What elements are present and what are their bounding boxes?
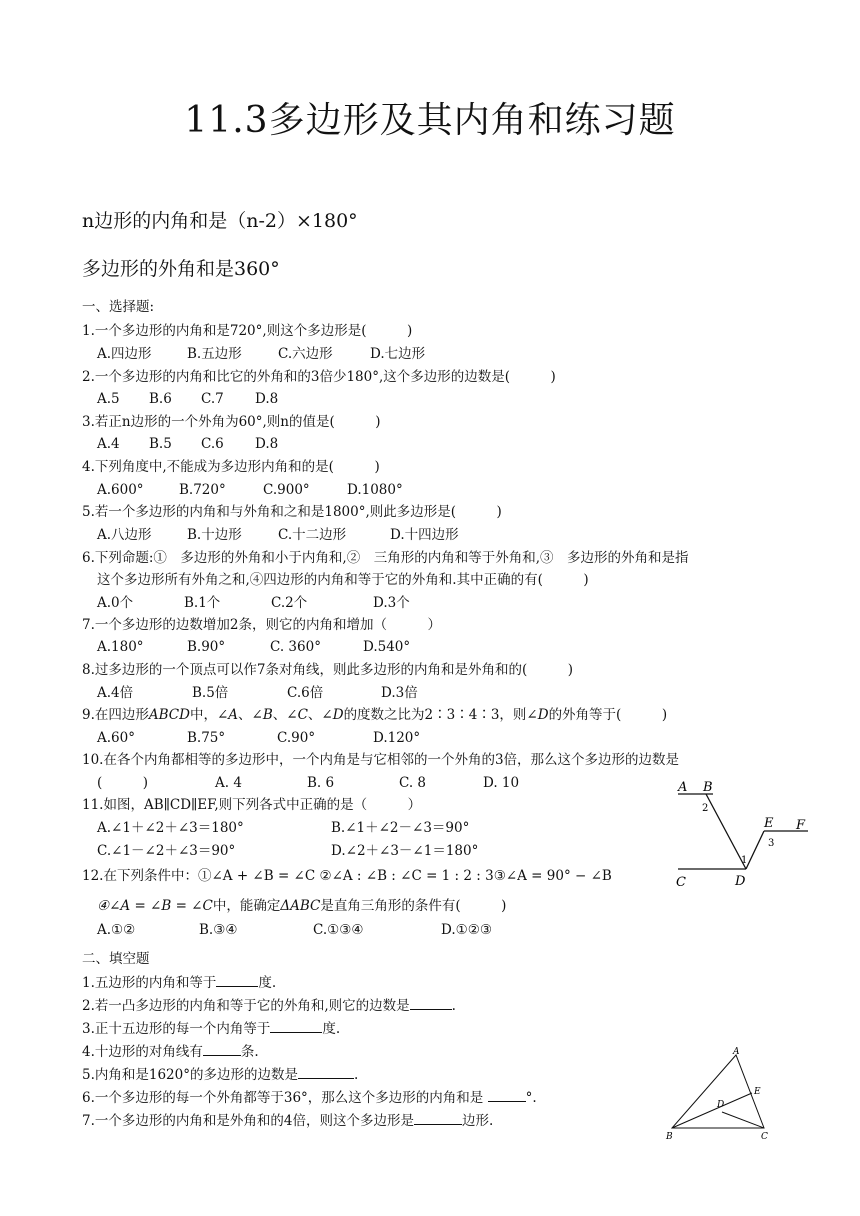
fill-question-3	[82, 1019, 340, 1039]
formula-interior-sum: n边形的内角和是（n-2）×180°	[82, 210, 358, 232]
option: A.4	[97, 436, 120, 452]
fill-question-5	[82, 1065, 358, 1085]
option: A.四边形	[97, 346, 152, 362]
option: B.5倍	[192, 685, 229, 701]
q9-angle-d: ∠D	[526, 707, 549, 723]
fill-text: 5.内角和是1620°的多边形的边数是	[82, 1067, 298, 1083]
question-3-options	[97, 434, 278, 454]
question-7: 7.一个多边形的边数增加2条，则它的内角和增加（ ）	[82, 617, 441, 633]
q9-text: 中，	[189, 707, 217, 723]
parallel-lines-figure	[660, 775, 820, 895]
answer-blank[interactable]	[216, 974, 258, 987]
option: D. 10	[483, 775, 520, 791]
option: B.十边形	[187, 527, 242, 543]
fill-text: 3.正十五边形的每一个内角等于	[82, 1021, 271, 1037]
question-8: 8.过多边形的一个顶点可以作7条对角线，则此多边形的内角和是外角和的( )	[82, 662, 574, 678]
option: A.180°	[97, 639, 144, 655]
option: D.①②③	[441, 922, 492, 938]
option: A.0个	[97, 595, 134, 611]
question-2-options	[97, 389, 278, 409]
q9-text: 9.在四边形	[82, 707, 149, 723]
option: C.六边形	[278, 346, 333, 362]
option: C.十二边形	[278, 527, 347, 543]
option: A.八边形	[97, 527, 152, 543]
angle-3-label: 3	[768, 838, 775, 849]
question-6-continued: 这个多边形所有外角之和,④四边形的内角和等于它的外角和.其中正确的有( )	[97, 572, 589, 588]
line-bd	[706, 794, 746, 869]
question-10-options	[97, 773, 519, 793]
fill-question-6	[82, 1088, 537, 1108]
q9-sep: 、	[272, 707, 287, 723]
fill-text: 条.	[240, 1044, 259, 1060]
q9-quadrilateral: ABCD	[148, 707, 190, 723]
q12-text: 是直角三角形的条件有( )	[320, 898, 507, 914]
question-5-options	[97, 525, 459, 545]
answer-blank[interactable]	[270, 1020, 322, 1033]
answer-blank[interactable]	[488, 1089, 526, 1102]
question-8-options	[97, 683, 418, 703]
q9-sep: 、	[307, 707, 322, 723]
option: A.60°	[97, 730, 135, 746]
option: D.8	[255, 436, 279, 452]
option: A.①②	[97, 922, 136, 938]
fill-question-7	[82, 1111, 493, 1131]
label-b: B	[703, 780, 713, 795]
label-d: D	[735, 874, 746, 889]
option: D.540°	[363, 639, 411, 655]
option: D.8	[255, 391, 279, 407]
option: A.4倍	[97, 685, 134, 701]
label-c: C	[761, 1132, 768, 1142]
q9-text: 的外角等于( )	[548, 707, 668, 723]
label-b: B	[666, 1132, 673, 1142]
question-12-options	[97, 920, 492, 940]
option: D.七边形	[370, 346, 426, 362]
fill-question-2	[82, 996, 456, 1016]
option: B.720°	[179, 482, 226, 498]
option: D.十四边形	[390, 527, 459, 543]
question-7-options	[97, 637, 410, 657]
q9-sep: 、	[238, 707, 252, 723]
option: B.1个	[184, 595, 221, 611]
option: D.∠2＋∠3－∠1＝180°	[331, 843, 479, 859]
question-9	[82, 705, 667, 725]
triangle-abc	[672, 1055, 764, 1128]
q9-text: 的度数之比为2∶3∶4∶3，则	[343, 707, 527, 723]
question-1-options	[97, 344, 425, 364]
option: B.③④	[199, 922, 238, 938]
question-4-options	[97, 480, 403, 500]
q10-bracket: ( )	[97, 775, 149, 791]
option: C.900°	[263, 482, 310, 498]
answer-blank[interactable]	[410, 997, 452, 1010]
q12-triangle: ΔABC	[280, 898, 321, 914]
question-11-options-row2	[97, 841, 478, 861]
option: A.600°	[97, 482, 144, 498]
question-12: 12.在下列条件中：①∠A + ∠B = ∠C ②∠A : ∠B : ∠C = 1 : 2 : 3③∠A = 90° − ∠B	[82, 868, 612, 884]
line-cd	[722, 1112, 764, 1128]
option: A.∠1＋∠2＋∠3＝180°	[97, 820, 244, 836]
line-be	[672, 1093, 752, 1128]
option: C.6倍	[287, 685, 324, 701]
label-c: C	[676, 875, 686, 890]
option: C.7	[201, 391, 224, 407]
question-12-continued	[97, 896, 506, 916]
question-2: 2.一个多边形的内角和比它的外角和的3倍少180°,这个多边形的边数是( )	[82, 369, 556, 385]
option: B.6	[149, 391, 172, 407]
option: B.∠1＋∠2－∠3＝90°	[331, 820, 470, 836]
fill-text: 7.一个多边形的内角和是外角和的4倍，则这个多边形是	[82, 1113, 414, 1129]
option: B. 6	[307, 775, 335, 791]
option: B.5	[149, 436, 172, 452]
option: D.3倍	[381, 685, 418, 701]
label-e: E	[754, 1087, 761, 1097]
q12-condition-4: ④∠A = ∠B = ∠C	[97, 898, 213, 914]
fill-question-1	[82, 973, 276, 993]
question-10: 10.在各个内角都相等的多边形中，一个内角是与它相邻的一个外角的3倍，那么这个多边形的边数是	[82, 752, 680, 768]
option: A. 4	[215, 775, 242, 791]
question-11: 11.如图，AB∥CD∥EF,则下列各式中正确的是（ ）	[82, 797, 422, 813]
option: B.75°	[187, 730, 226, 746]
answer-blank[interactable]	[414, 1112, 462, 1125]
answer-blank[interactable]	[298, 1066, 354, 1079]
fill-text: 度.	[258, 975, 277, 991]
question-9-options	[97, 728, 420, 748]
answer-blank[interactable]	[203, 1043, 241, 1056]
page-title: 11.3多边形及其内角和练习题	[184, 100, 676, 141]
section2-heading: 二、填空题	[82, 951, 150, 967]
formula-exterior-sum: 多边形的外角和是360°	[82, 258, 280, 280]
label-e: E	[764, 816, 774, 831]
option: C.∠1－∠2＋∠3＝90°	[97, 843, 236, 859]
angle-2-label: 2	[702, 803, 709, 814]
option: D.3个	[373, 595, 410, 611]
fill-text: 6.一个多边形的每一个外角都等于36°，那么这个多边形的内角和是	[82, 1090, 484, 1106]
option: C.6	[201, 436, 224, 452]
question-11-options-row1	[97, 818, 469, 838]
option: C. 8	[399, 775, 427, 791]
fill-text: 4.十边形的对角线有	[82, 1044, 203, 1060]
question-1: 1.一个多边形的内角和是720°,则这个多边形是( )	[82, 323, 413, 339]
fill-question-4	[82, 1042, 259, 1062]
fill-text: 边形.	[461, 1113, 494, 1129]
line-de	[746, 831, 764, 869]
fill-text: .	[451, 998, 456, 1014]
option: B.五边形	[187, 346, 242, 362]
option: C.①③④	[313, 922, 364, 938]
question-4: 4.下列角度中,不能成为多边形内角和的是( )	[82, 459, 380, 475]
fill-text: 2.若一凸多边形的内角和等于它的外角和,则它的边数是	[82, 998, 410, 1014]
q9-angle-d: ∠D	[321, 707, 344, 723]
option: C.90°	[277, 730, 316, 746]
q12-text: 中，能确定	[212, 898, 281, 914]
question-6: 6.下列命题:① 多边形的外角和小于内角和,② 三角形的内角和等于外角和,③ 多边形的外角和是指	[82, 550, 689, 566]
angle-1-label: 1	[741, 855, 748, 866]
option: A.5	[97, 391, 120, 407]
label-a: A	[733, 1047, 740, 1057]
option: C.2个	[271, 595, 308, 611]
fill-text: .	[354, 1067, 359, 1083]
question-3: 3.若正n边形的一个外角为60°,则n的值是( )	[82, 414, 381, 430]
option: B.90°	[187, 639, 226, 655]
label-a: A	[678, 780, 688, 795]
q9-angle-b: ∠B	[251, 707, 273, 723]
option: C. 360°	[270, 639, 321, 655]
q9-angle-c: ∠C	[286, 707, 308, 723]
question-5: 5.若一个多边形的内角和与外角和之和是1800°,则此多边形是( )	[82, 504, 502, 520]
q9-angle-a: ∠A	[216, 707, 239, 723]
question-6-options	[97, 593, 410, 613]
fill-text: 1.五边形的内角和等于	[82, 975, 217, 991]
label-d: D	[717, 1100, 725, 1110]
fill-text: °.	[525, 1090, 537, 1106]
label-f: F	[796, 818, 806, 833]
triangle-figure	[660, 1044, 780, 1144]
section1-heading: 一、选择题:	[82, 299, 155, 315]
fill-text: 度.	[322, 1021, 341, 1037]
option: D.1080°	[347, 482, 403, 498]
option: D.120°	[373, 730, 421, 746]
